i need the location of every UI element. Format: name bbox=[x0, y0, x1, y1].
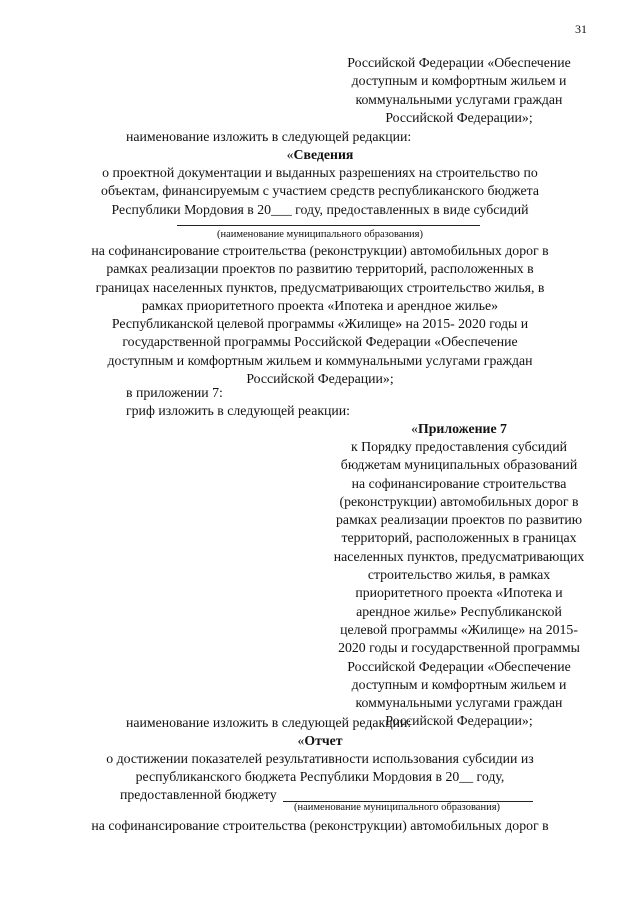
block1-line: доступным и комфортным жильем и bbox=[351, 73, 567, 89]
appendix-line: строительство жилья, в рамках bbox=[367, 567, 551, 583]
appendix-line: Российской Федерации «Обеспечение bbox=[347, 658, 571, 674]
grif-instruction: гриф изложить в следующей реакции: bbox=[126, 403, 351, 418]
report-quote: « bbox=[297, 733, 305, 748]
appendix-text bbox=[300, 438, 618, 731]
svedeniya-title bbox=[0, 146, 640, 164]
block1-text bbox=[300, 54, 618, 127]
appendix-title: Приложение 7 bbox=[417, 421, 507, 436]
purpose-line: государственной программы Российской Федерации «Обеспечение bbox=[122, 334, 518, 350]
appendix-line: бюджетам муниципальных образований bbox=[340, 457, 578, 473]
appendix-line: населенных пунктов, предусматривающих bbox=[333, 548, 585, 564]
report-line: о достижении показателей результативности использования субсидии из bbox=[106, 751, 534, 766]
appendix-line: к Порядку предоставления субсидий bbox=[351, 439, 567, 454]
svedeniya-line: Республики Мордовия в 20___ году, предоставленных в виде субсидий bbox=[111, 201, 529, 217]
svedeniya-text bbox=[0, 164, 640, 219]
municipality-underline-1 bbox=[177, 225, 480, 226]
svedeniya-line: объектам, финансируемым с участием средств республиканского бюджета bbox=[101, 183, 539, 199]
report-line: республиканского бюджета Республики Мордовия в 20__ году, bbox=[135, 769, 505, 785]
report-text bbox=[0, 750, 640, 787]
appendix-quote: « bbox=[411, 421, 418, 436]
page-number: 31 bbox=[575, 22, 587, 36]
appendix-line: арендное жилье» Республиканской bbox=[356, 603, 562, 619]
appendix-heading bbox=[300, 420, 618, 438]
appendix-line: на софинансирование строительства bbox=[351, 475, 567, 491]
appendix-line: рамках реализации проектов по развитию bbox=[335, 512, 583, 528]
appendix-7-intro: в приложении 7: bbox=[126, 385, 223, 400]
closing-line: на софинансирование строительства (реконструкции) автомобильных дорог в bbox=[91, 818, 549, 833]
svedeniya-line: о проектной документации и выданных разрешениях на строительство по bbox=[102, 165, 538, 180]
block1-line: Российской Федерации «Обеспечение bbox=[347, 55, 571, 70]
appendix-line: доступным и комфортным жильем и bbox=[351, 676, 567, 692]
appendix-line: Российской Федерации»; bbox=[385, 713, 533, 729]
purpose-line: рамках реализации проектов по развитию территорий, расположенных в bbox=[106, 261, 534, 277]
naming-instruction-2: наименование изложить в следующей редакции: bbox=[126, 715, 412, 730]
block1-line: Российской Федерации»; bbox=[385, 109, 533, 125]
appendix-line: коммунальными услугами граждан bbox=[355, 695, 563, 711]
purpose-line: Российской Федерации»; bbox=[246, 371, 394, 387]
purpose-line: на софинансирование строительства (реконструкции) автомобильных дорог в bbox=[91, 243, 549, 258]
naming-instruction-1: наименование изложить в следующей редакции: bbox=[126, 129, 412, 144]
svedeniya-heading: Сведения bbox=[293, 147, 354, 162]
municipality-caption-1: (наименование муниципального образования) bbox=[216, 229, 424, 240]
appendix-line: целевой программы «Жилище» на 2015- bbox=[340, 621, 578, 637]
purpose-text bbox=[0, 242, 640, 388]
purpose-line: рамках приоритетного проекта «Ипотека и арендное жилье» bbox=[141, 297, 499, 313]
svedeniya-quote: « bbox=[286, 147, 294, 162]
purpose-line: Республиканской целевой программы «Жилище» на 2015- 2020 годы и bbox=[111, 316, 529, 332]
appendix-line: 2020 годы и государственной программы bbox=[338, 640, 580, 656]
appendix-line: (реконструкции) автомобильных дорог в bbox=[339, 493, 579, 509]
purpose-line: доступным и комфортным жильем и коммунальными услугами граждан bbox=[107, 352, 533, 368]
appendix-line: территорий, расположенных в границах bbox=[341, 530, 577, 546]
purpose-line: границах населенных пунктов, предусматривающих строительство жилья, в bbox=[95, 279, 545, 295]
block1-line: коммунальными услугами граждан bbox=[355, 91, 563, 107]
appendix-line: приоритетного проекта «Ипотека и bbox=[355, 585, 563, 601]
report-heading: Отчет bbox=[304, 733, 343, 748]
report-title bbox=[0, 732, 640, 750]
provided-to-budget: предоставленной бюджету bbox=[120, 787, 277, 802]
municipality-caption-2: (наименование муниципального образования) bbox=[294, 802, 501, 813]
